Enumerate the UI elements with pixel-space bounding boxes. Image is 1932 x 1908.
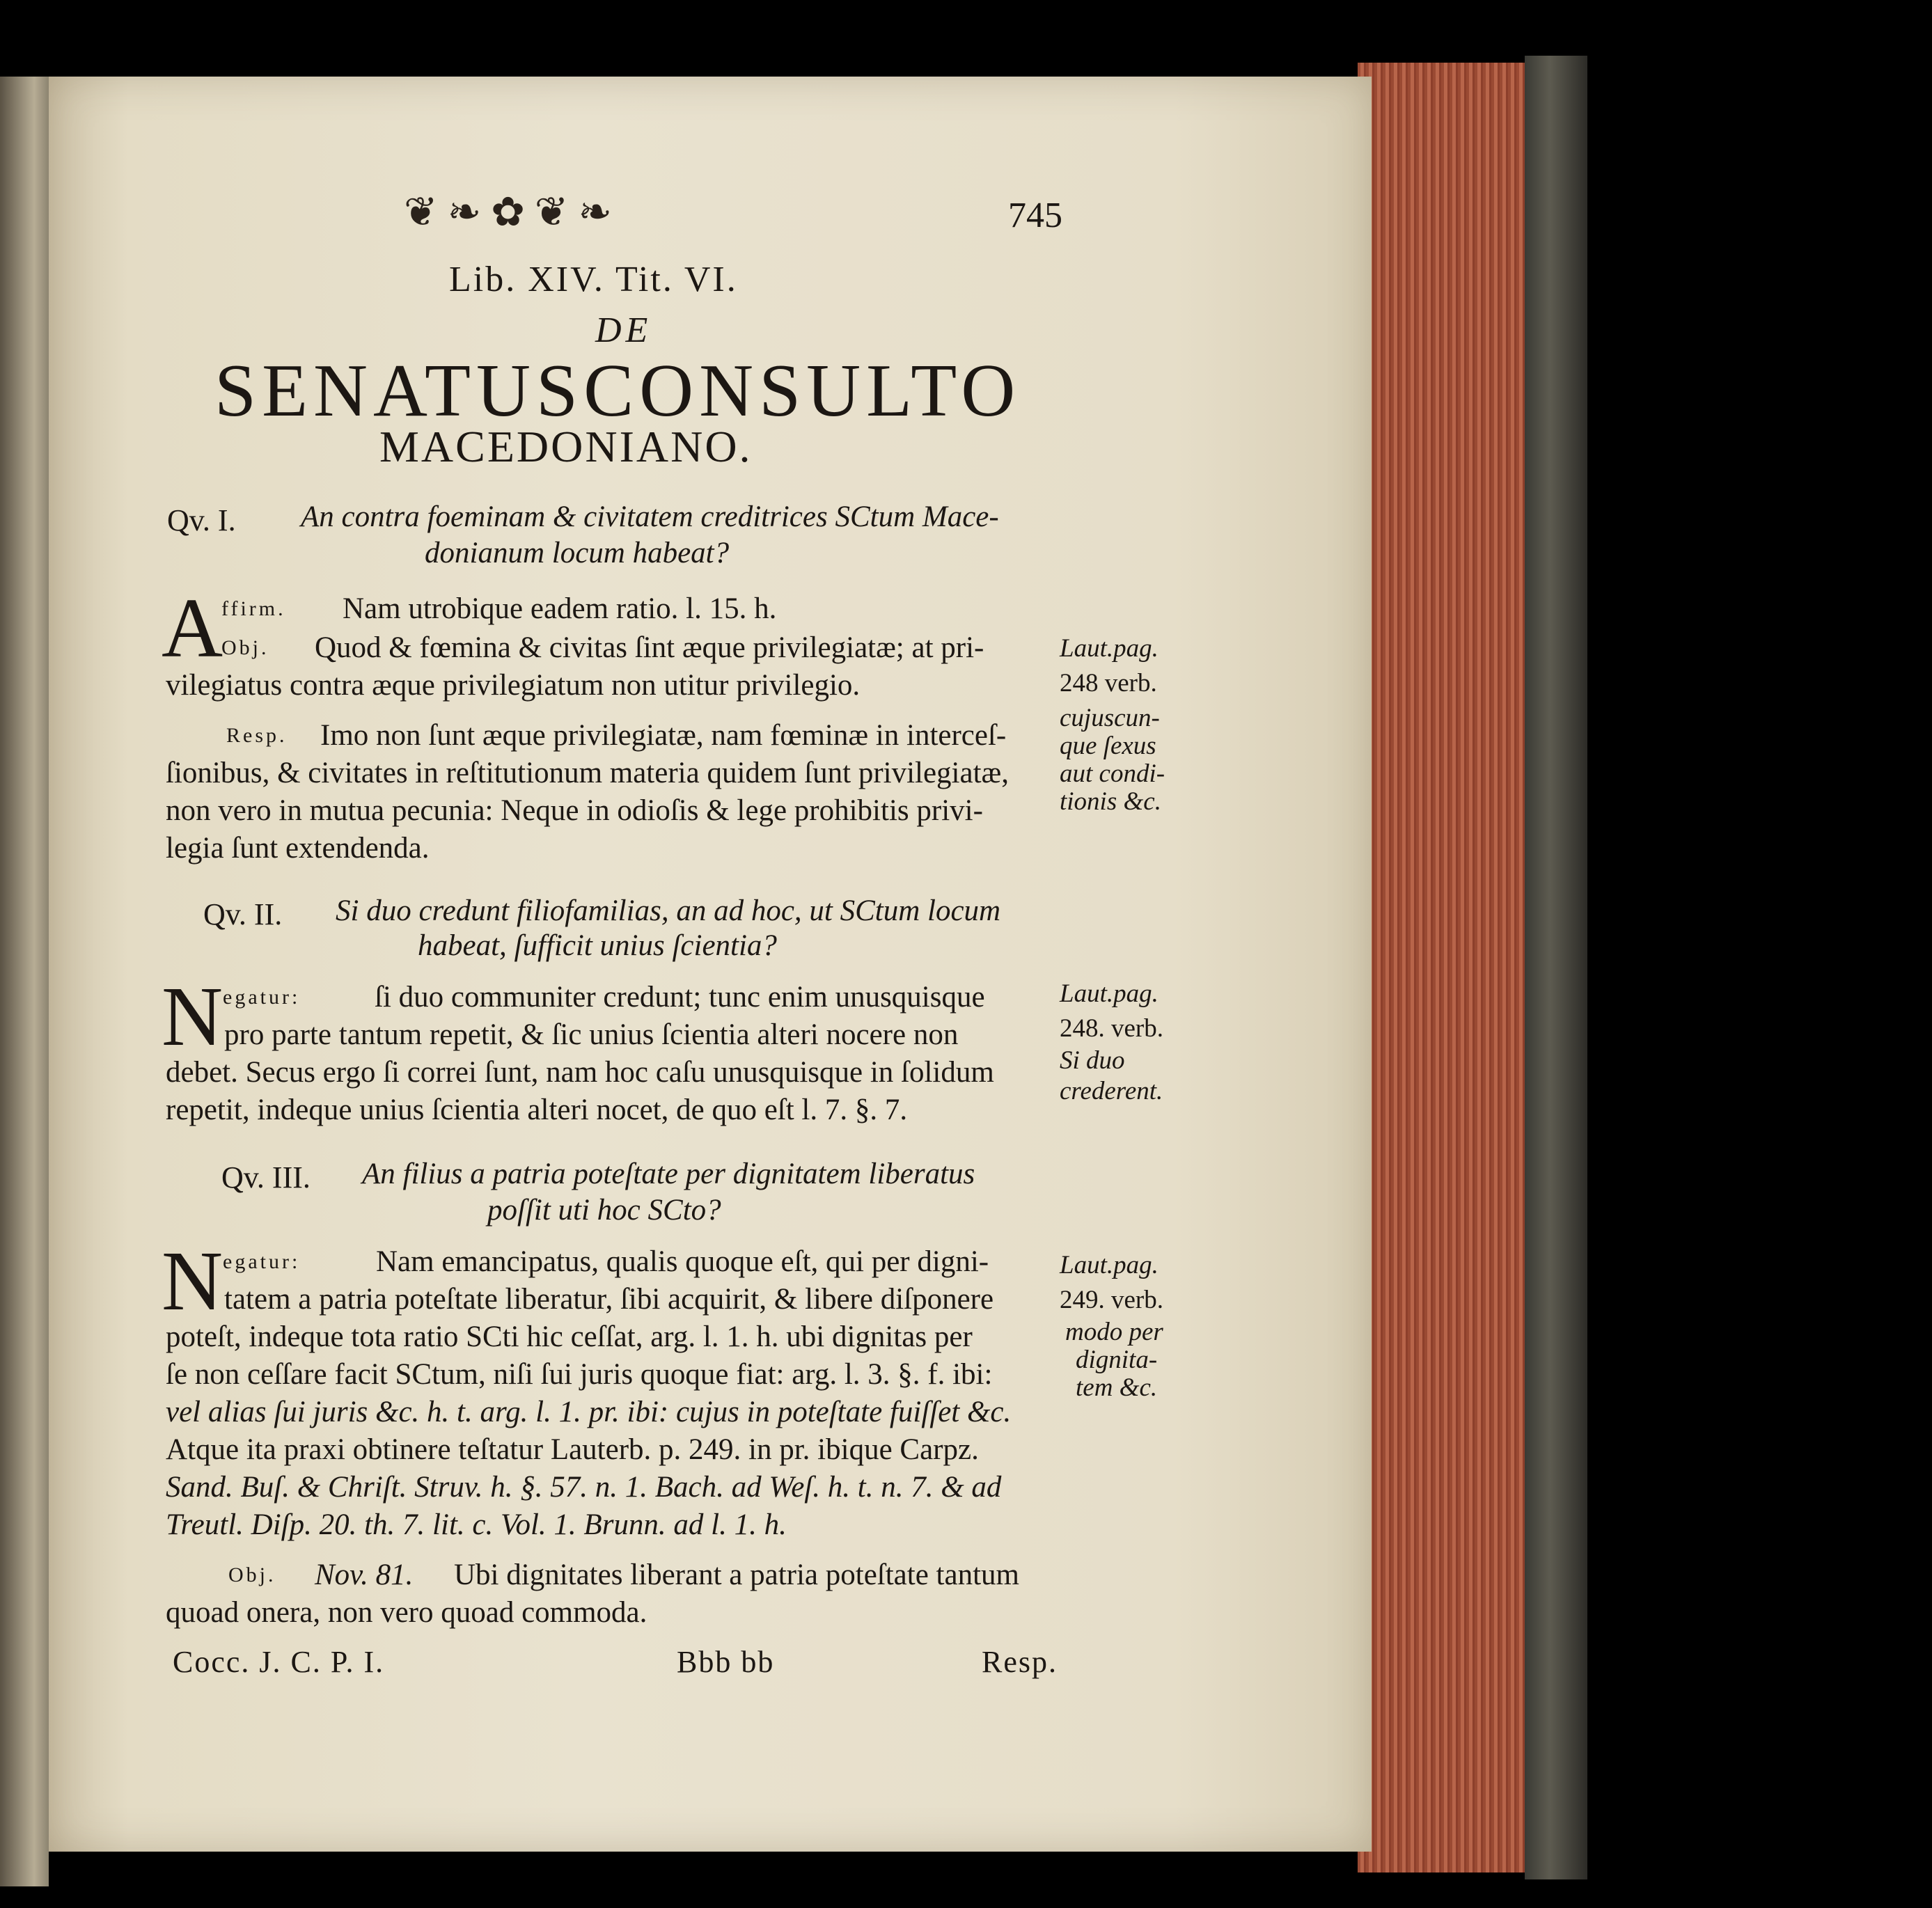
q1-line6: non vero in mutua pecunia: Neque in odioſis & lege prohibitis privi- [166, 794, 983, 827]
q3-line1: Nam emancipatus, qualis quoque eſt, qui per digni- [376, 1245, 989, 1278]
margin1-line3: cujuscun- [1060, 704, 1160, 732]
book-cover-edge [1525, 56, 1587, 1879]
q3-line9: Ubi dignitates liberant a patria poteſtate tantum [454, 1559, 1019, 1591]
margin3-line3: modo per [1065, 1318, 1163, 1346]
q2-line1: ſi duo communiter credunt; tunc enim unusquisque [375, 981, 985, 1014]
q2-label: Qv. II. [203, 897, 283, 931]
margin3-line1: Laut.pag. [1060, 1251, 1159, 1279]
q3-line3: poteſt, indeque tota ratio SCti hic ceſſat, arg. l. 1. h. ubi dignitas per [166, 1320, 973, 1353]
title-de: DE [595, 310, 652, 350]
footer-signature: Cocc. J. C. P. I. [173, 1645, 385, 1679]
margin1-line4: que ſexus [1060, 732, 1156, 760]
q2-line3: debet. Secus ergo ſi correi ſunt, nam hoc caſu unusquisque in ſolidum [166, 1056, 994, 1089]
q1-question-line2: donianum locum habeat? [425, 537, 730, 569]
margin1-line1: Laut.pag. [1060, 634, 1159, 663]
q3-line8: Treutl. Diſp. 20. th. 7. lit. c. Vol. 1. Brunn. ad l. 1. h. [166, 1508, 787, 1541]
header-ornament: ❦❧✿❦❧ [404, 189, 622, 235]
q3-line4: ſe non ceſſare facit SCtum, niſi ſui juris quoque fiat: arg. l. 3. §. f. ibi: [166, 1358, 993, 1391]
q1-line2: Quod & fœmina & civitas ſint æque privilegiatæ; at pri- [315, 631, 984, 664]
q1-resp-word: Resp. [226, 724, 288, 747]
page-number: 745 [1008, 196, 1062, 235]
margin2-line3: Si duo [1060, 1046, 1125, 1075]
q1-drop-cap: A [162, 581, 223, 675]
q3-question-line1: An filius a patria poteſtate per dignitatem liberatus [362, 1158, 975, 1190]
q3-label: Qv. III. [221, 1160, 311, 1195]
q2-negatur-word: egatur: [223, 986, 301, 1009]
q3-obj-ref: Nov. 81. [315, 1559, 414, 1591]
page-subtitle: MACEDONIANO. [379, 422, 753, 471]
q3-obj-word: Obj. [228, 1563, 276, 1586]
q1-obj-word: Obj. [221, 636, 269, 659]
q3-line5: vel alias ſui juris &c. h. t. arg. l. 1. pr. ibi: cujus in poteſtate fuiſſet &c. [166, 1396, 1012, 1428]
footer-gathering-mark: Bbb bb [677, 1645, 775, 1679]
footer-catchword: Resp. [982, 1645, 1058, 1679]
margin1-line6: tionis &c. [1060, 787, 1161, 816]
margin2-line1: Laut.pag. [1060, 979, 1159, 1008]
q3-question-line2: poſſit uti hoc SCto? [487, 1194, 721, 1227]
margin3-line5: tem &c. [1076, 1373, 1158, 1402]
margin2-line2: 248. verb. [1060, 1014, 1163, 1043]
q1-line5: ſionibus, & civitates in reſtitutionum materia quidem ſunt privilegiatæ, [166, 757, 1009, 789]
q2-drop-cap: N [162, 970, 223, 1064]
q2-question-line2: habeat, ſufficit unius ſcientia? [418, 929, 777, 962]
q3-line6: Atque ita praxi obtinere teſtatur Lauterb. p. 249. in pr. ibique Carpz. [166, 1433, 979, 1466]
q2-question-line1: Si duo credunt filiofamilias, an ad hoc, ut SCtum locum [336, 894, 1001, 927]
margin3-line4: dignita- [1076, 1346, 1158, 1374]
margin2-line4: crederent. [1060, 1077, 1163, 1105]
q1-label: Qv. I. [167, 503, 236, 537]
q1-question-line1: An contra foeminam & civitatem creditrices SCtum Mace- [301, 500, 999, 533]
q3-line10: quoad onera, non vero quoad commoda. [166, 1596, 647, 1629]
q1-affirm-word: ffirm. [221, 597, 286, 620]
q3-drop-cap: N [162, 1234, 223, 1328]
q2-line4: repetit, indeque unius ſcientia alteri nocet, de quo eſt l. 7. §. 7. [166, 1094, 908, 1126]
margin3-line2: 249. verb. [1060, 1286, 1163, 1314]
q1-line7: legia ſunt extendenda. [166, 832, 430, 865]
q3-negatur-word: egatur: [223, 1250, 301, 1273]
q1-line1: Nam utrobique eadem ratio. l. 15. h. [343, 592, 777, 625]
q3-line7: Sand. Buſ. & Chriſt. Struv. h. §. 57. n. 1. Bach. ad Weſ. h. t. n. 7. & ad [166, 1471, 1002, 1504]
q1-line4: Imo non ſunt æque privilegiatæ, nam fœminæ in interceſ- [320, 719, 1007, 752]
q2-line2: pro parte tantum repetit, & ſic unius ſcientia alteri nocere non [224, 1018, 959, 1051]
margin1-line2: 248 verb. [1060, 669, 1157, 697]
q3-line2: tatem a patria poteſtate liberatur, ſibi acquirit, & libere diſponere [224, 1283, 994, 1316]
left-page-sliver [0, 77, 49, 1886]
page-edges [1358, 63, 1525, 1872]
lib-tit-heading: Lib. XIV. Tit. VI. [449, 260, 738, 299]
q1-line3: vilegiatus contra æque privilegiatum non utitur privilegio. [166, 669, 861, 702]
margin1-line5: aut condi- [1060, 759, 1165, 788]
page-title: SENATUSCONSULTO [214, 349, 1021, 432]
